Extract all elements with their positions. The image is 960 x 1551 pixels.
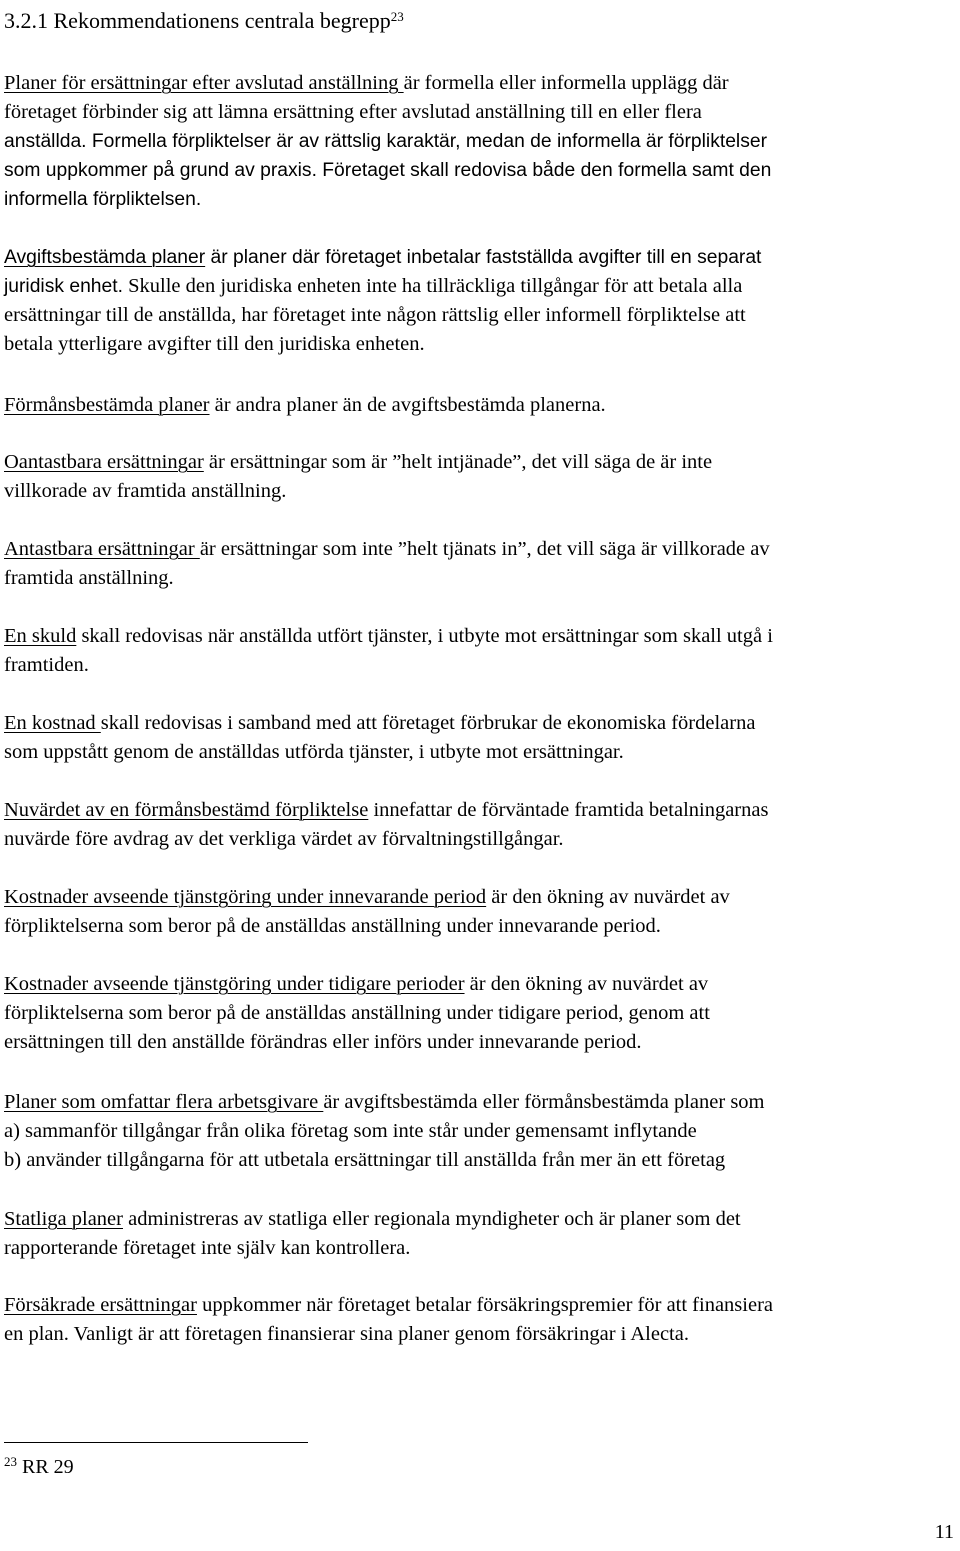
- list-item: b) använder tillgångarna för att utbetala ersättningar till anställda från mer än ett företag: [4, 1149, 726, 1171]
- definition-paragraph-pension-plans: Planer för ersättningar efter avslutad anställning är formella eller informella upplägg där företaget förbinder sig att lämna ersättning efter avslutad anställning till en eller flera anställda. Formella förpliktelser är av rättslig karaktär, medan de informella är förpliktelser som uppkommer på grund av praxis. Företaget skall redovisa både den formella samt den informella förpliktelsen.: [4, 72, 772, 211]
- definition-paragraph-kostnad: En kostnad skall redovisas i samband med att företaget förbrukar de ekonomiska fördelarna som uppstått genom de anställdas utförda tjänster, i utbyte mot ersättningar.: [4, 712, 756, 763]
- term-planer-flera-arbetsgivare: Planer som omfattar flera arbetsgivare: [4, 1091, 324, 1113]
- page-number: 11: [934, 1521, 954, 1543]
- definition-paragraph-statliga: Statliga planer administreras av statliga eller regionala myndigheter och är planer som det rapporterande företaget inte själv kan kontrollera.: [4, 1208, 741, 1259]
- definition-paragraph-antastbara: Antastbara ersättningar är ersättningar som inte ”helt tjänats in”, det vill säga är villkorade av framtida anställning.: [4, 538, 770, 589]
- term-kostnader-tidigare-perioder: Kostnader avseende tjänstgöring under tidigare perioder: [4, 973, 465, 995]
- footnote-separator: [4, 1442, 308, 1443]
- term-oantastbara-ersattningar: Oantastbara ersättningar: [4, 451, 204, 473]
- term-antastbara-ersattningar: Antastbara ersättningar: [4, 538, 200, 560]
- term-en-skuld: En skuld: [4, 625, 77, 647]
- definition-paragraph-forsakrade: Försäkrade ersättningar uppkommer när företaget betalar försäkringspremier för att finansiera en plan. Vanligt är att företagen finansierar sina planer genom försäkringar i Alecta.: [4, 1294, 774, 1345]
- term-forsakrade-ersattningar: Försäkrade ersättningar: [4, 1294, 197, 1316]
- definition-paragraph-formansbestamda: Förmånsbestämda planer är andra planer än de avgiftsbestämda planerna.: [4, 394, 606, 416]
- footnote-number: 23: [4, 1454, 17, 1469]
- term-en-kostnad: En kostnad: [4, 712, 101, 734]
- list-item: a) sammanför tillgångar från olika företag som inte står under gemensamt inflytande: [4, 1120, 697, 1142]
- footnote: [4, 1453, 74, 1481]
- term-statliga-planer: Statliga planer: [4, 1208, 123, 1230]
- definition-paragraph-tidigare-perioder: Kostnader avseende tjänstgöring under tidigare perioder är den ökning av nuvärdet av förpliktelserna som beror på de anställdas anställning under tidigare period, genom att ersättningen till den anställde förändras eller införs under innevarande period.: [4, 973, 710, 1053]
- definition-paragraph-oantastbara: Oantastbara ersättningar är ersättningar som är ”helt intjänade”, det vill säga de är inte villkorade av framtida anställning.: [4, 451, 713, 502]
- section-number: 3.2.1: [4, 8, 48, 33]
- definition-paragraph-nuvardet: Nuvärdet av en förmånsbestämd förpliktelse innefattar de förväntade framtida betalningarnas nuvärde före avdrag av det verkliga värdet av förvaltningstillgångar.: [4, 799, 769, 850]
- term-nuvardet: Nuvärdet av en förmånsbestämd förpliktelse: [4, 799, 369, 821]
- definition-paragraph-flera-arbetsgivare: Planer som omfattar flera arbetsgivare är avgiftsbestämda eller förmånsbestämda planer som a) sammanför tillgångar från olika företag som inte står under gemensamt inflytande b) använder tillgångarna för att utbetala ersättningar till anställda från mer än ett företag: [4, 1088, 956, 1175]
- definition-paragraph-innevarande-period: Kostnader avseende tjänstgöring under innevarande period är den ökning av nuvärdet av förpliktelserna som beror på de anställdas anställning under innevarande period.: [4, 886, 730, 937]
- term-kostnader-innevarande-period: Kostnader avseende tjänstgöring under innevarande period: [4, 886, 487, 908]
- section-title: Rekommendationens centrala begrepp: [53, 8, 391, 33]
- definition-paragraph-skuld: En skuld skall redovisas när anställda utfört tjänster, i utbyte mot ersättningar som skall utgå i framtiden.: [4, 625, 773, 676]
- term-formansbestamda-planer: Förmånsbestämda planer: [4, 394, 210, 416]
- term-planer-efter-avslutad-anstallning: Planer för ersättningar efter avslutad anställning: [4, 72, 404, 94]
- footnote-text: RR 29: [17, 1456, 74, 1478]
- term-avgiftsbestamda-planer: Avgiftsbestämda planer: [4, 247, 206, 268]
- footnote-reference[interactable]: 23: [390, 9, 404, 24]
- section-heading: [4, 6, 404, 36]
- definition-paragraph-avgiftsbestamda: Avgiftsbestämda planer är planer där företaget inbetalar fastställda avgifter till en separat juridisk enhet. Skulle den juridiska enheten inte ha tillräckliga tillgångar för att betala alla ersättningar till de anställda, har företaget inte någon rättslig eller informell förpliktelse att betala ytterligare avgifter till den juridiska enheten.: [4, 247, 762, 356]
